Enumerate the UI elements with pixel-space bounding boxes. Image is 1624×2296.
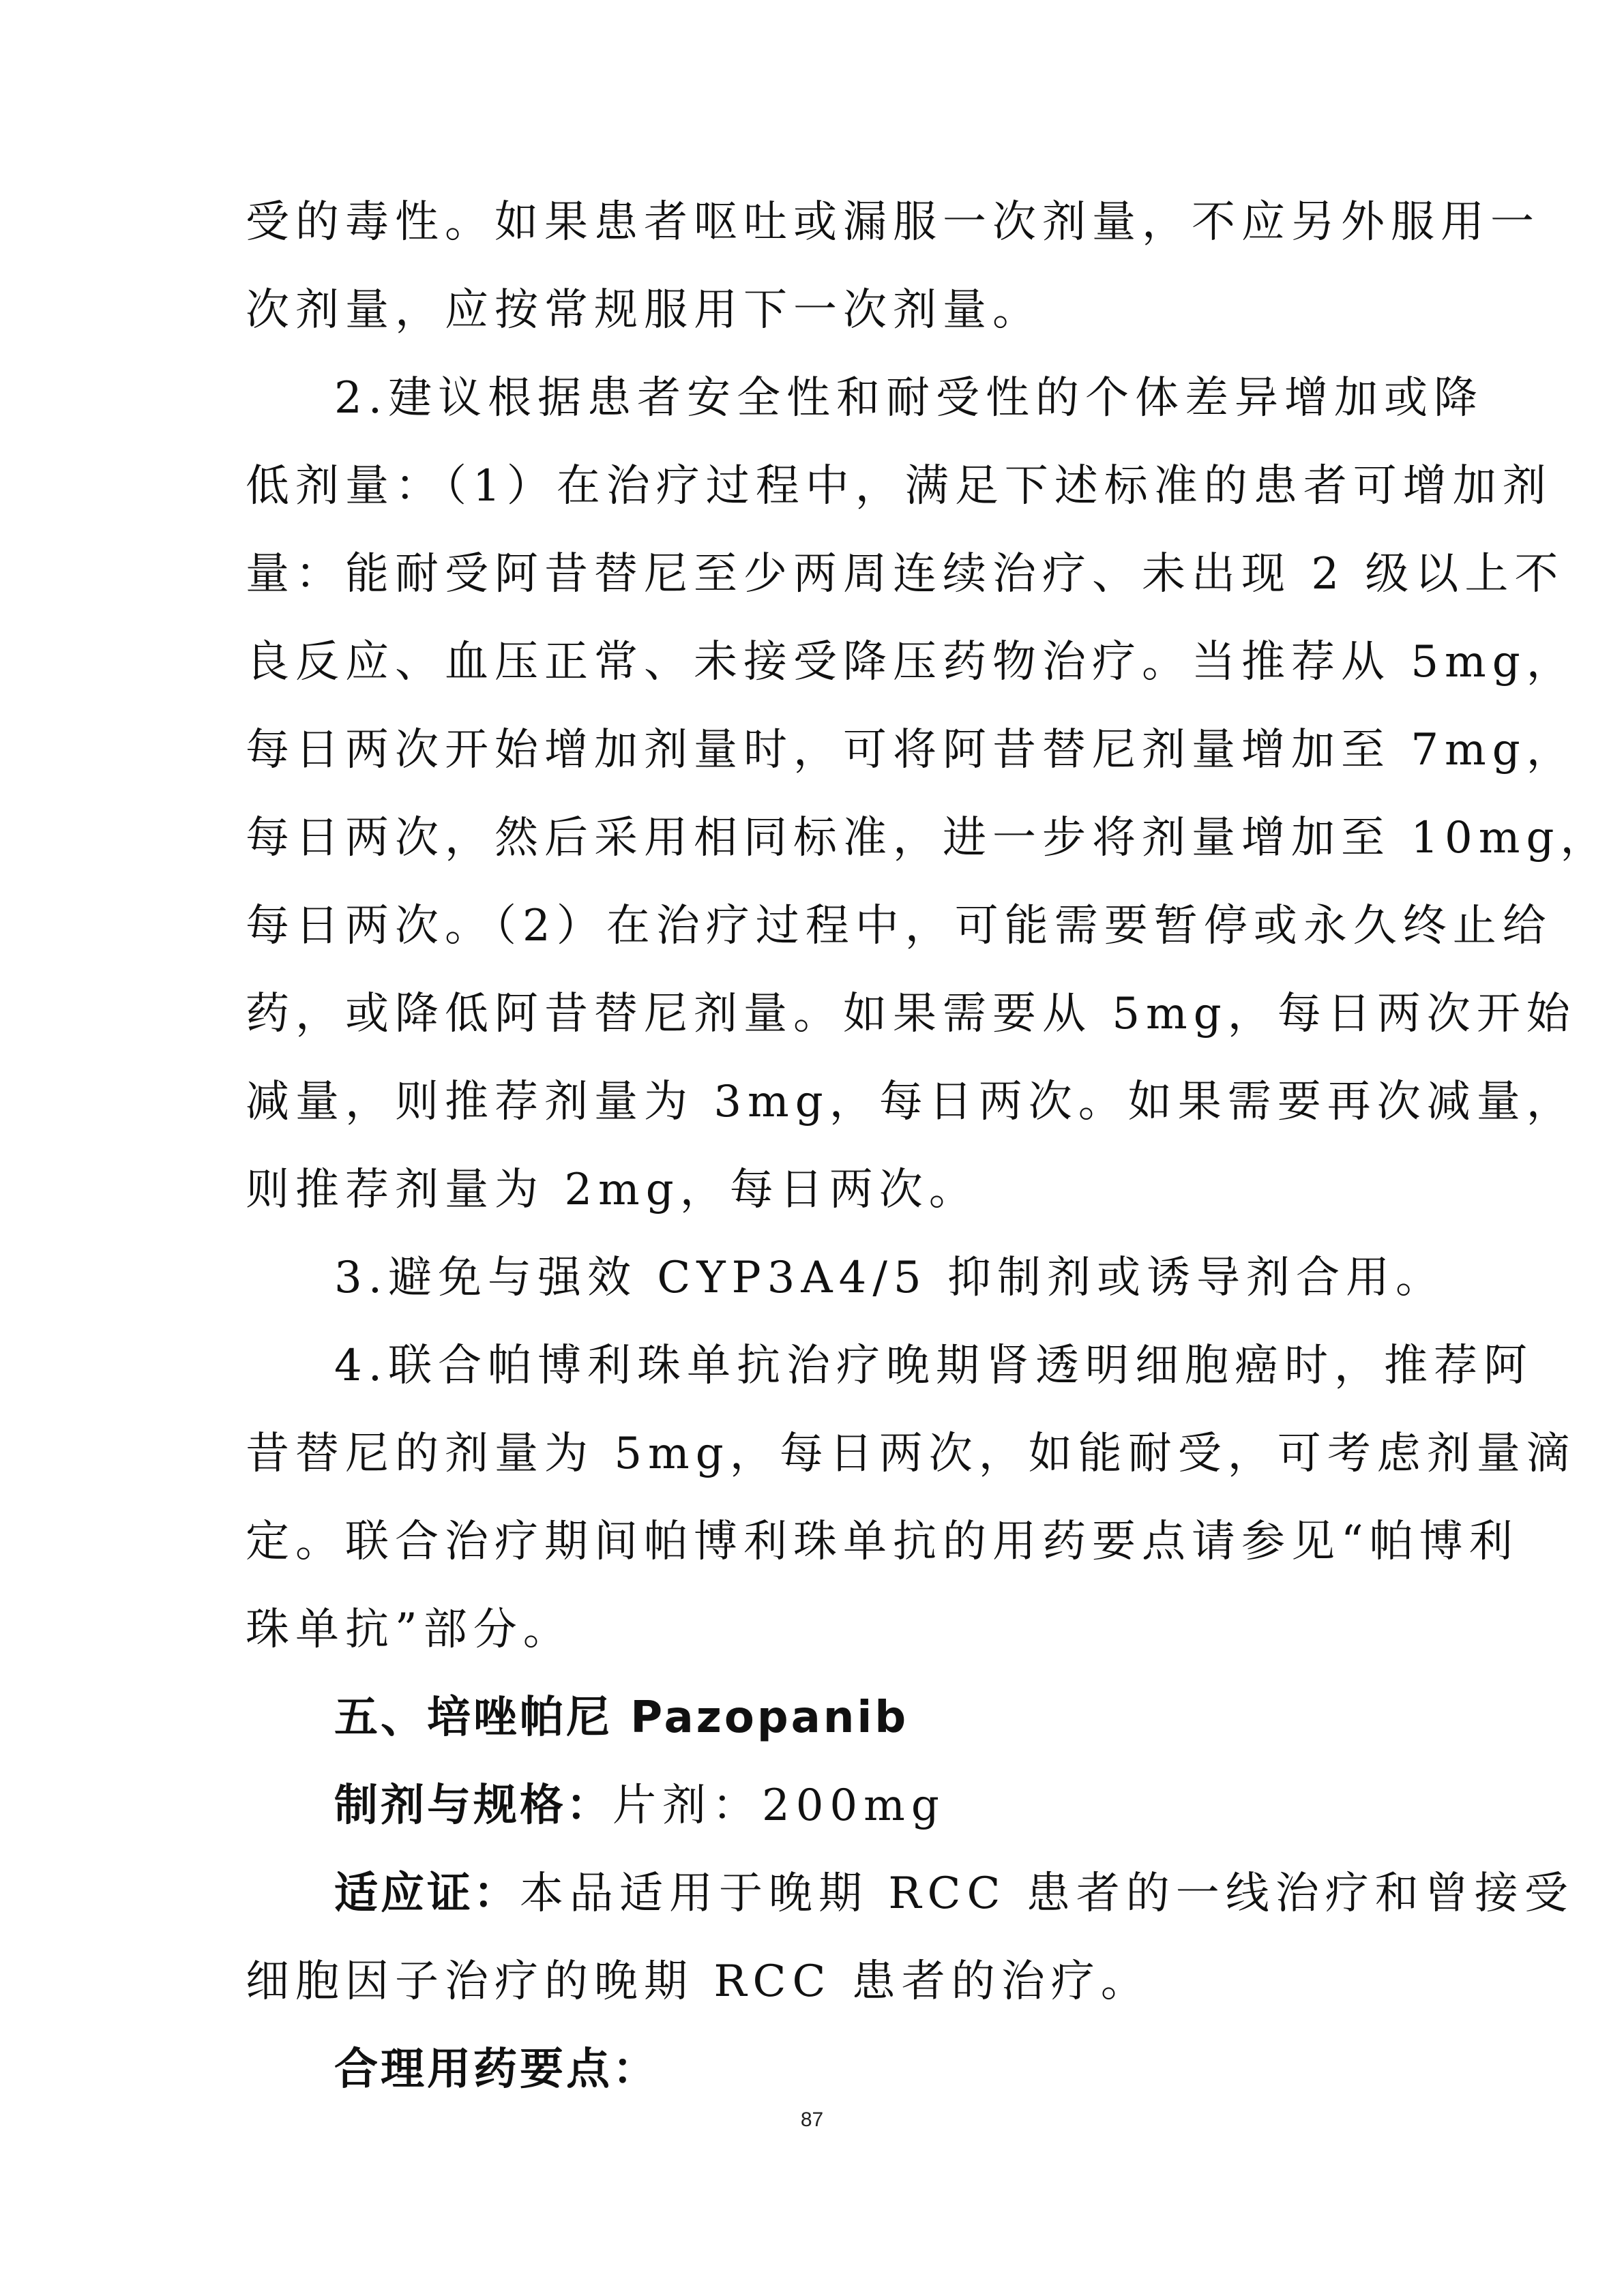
body-text-line: 每日两次开始增加剂量时，可将阿昔替尼剂量增加至 7mg，: [246, 725, 1576, 775]
document-body: [246, 179, 1610, 2114]
body-text-line: 减量，则推荐剂量为 3mg，每日两次。如果需要再次减量，: [246, 1077, 1576, 1127]
indications-label: 适应证：: [334, 1868, 520, 1919]
section-heading: 五、培唑帕尼 Pazopanib: [334, 1693, 909, 1743]
formulation-value: 片剂：200mg: [612, 1780, 945, 1831]
body-text-line: 昔替尼的剂量为 5mg，每日两次，如能耐受，可考虑剂量滴: [246, 1429, 1576, 1479]
body-text-line: 每日两次，然后采用相同标准，进一步将剂量增加至 10mg，: [246, 813, 1610, 863]
body-text-line: 良反应、血压正常、未接受降压药物治疗。当推荐从 5mg，: [246, 637, 1576, 687]
body-text-line: 受的毒性。如果患者呕吐或漏服一次剂量，不应另外服用一: [246, 197, 1540, 248]
body-text-line: 3.避免与强效 CYP3A4/5 抑制剂或诱导剂合用。: [334, 1253, 1445, 1303]
body-text-line: 4.联合帕博利珠单抗治疗晚期肾透明细胞癌时，推荐阿: [334, 1341, 1534, 1391]
body-text-line: 2.建议根据患者安全性和耐受性的个体差异增加或降: [334, 373, 1484, 423]
body-text-line: 量：能耐受阿昔替尼至少两周连续治疗、未出现 2 级以上不: [246, 549, 1565, 599]
body-text-line: 次剂量，应按常规服用下一次剂量。: [246, 285, 1042, 336]
body-text-line: 则推荐剂量为 2mg，每日两次。: [246, 1165, 979, 1215]
formulation-label: 制剂与规格：: [334, 1780, 612, 1831]
body-text-line: 低剂量：（1）在治疗过程中，满足下述标准的患者可增加剂: [246, 461, 1552, 511]
indications-text: 本品适用于晚期 RCC 患者的一线治疗和曾接受: [520, 1868, 1574, 1919]
formulation-line: [246, 1762, 1378, 1850]
body-text-line: 药，或降低阿昔替尼剂量。如果需要从 5mg，每日两次开始: [246, 989, 1576, 1039]
body-text-line: 细胞因子治疗的晚期 RCC 患者的治疗。: [246, 1956, 1151, 2007]
indications-line: [246, 1850, 1574, 1938]
body-text-line: 定。联合治疗期间帕博利珠单抗的用药要点请参见“帕博利: [246, 1517, 1519, 1567]
body-text-line: 珠单抗”部分。: [246, 1605, 573, 1655]
page-number: 87: [800, 2108, 824, 2131]
body-text-line: 每日两次。（2）在治疗过程中，可能需要暂停或永久终止给: [246, 901, 1552, 951]
key-points-heading: 合理用药要点：: [334, 2044, 659, 2095]
